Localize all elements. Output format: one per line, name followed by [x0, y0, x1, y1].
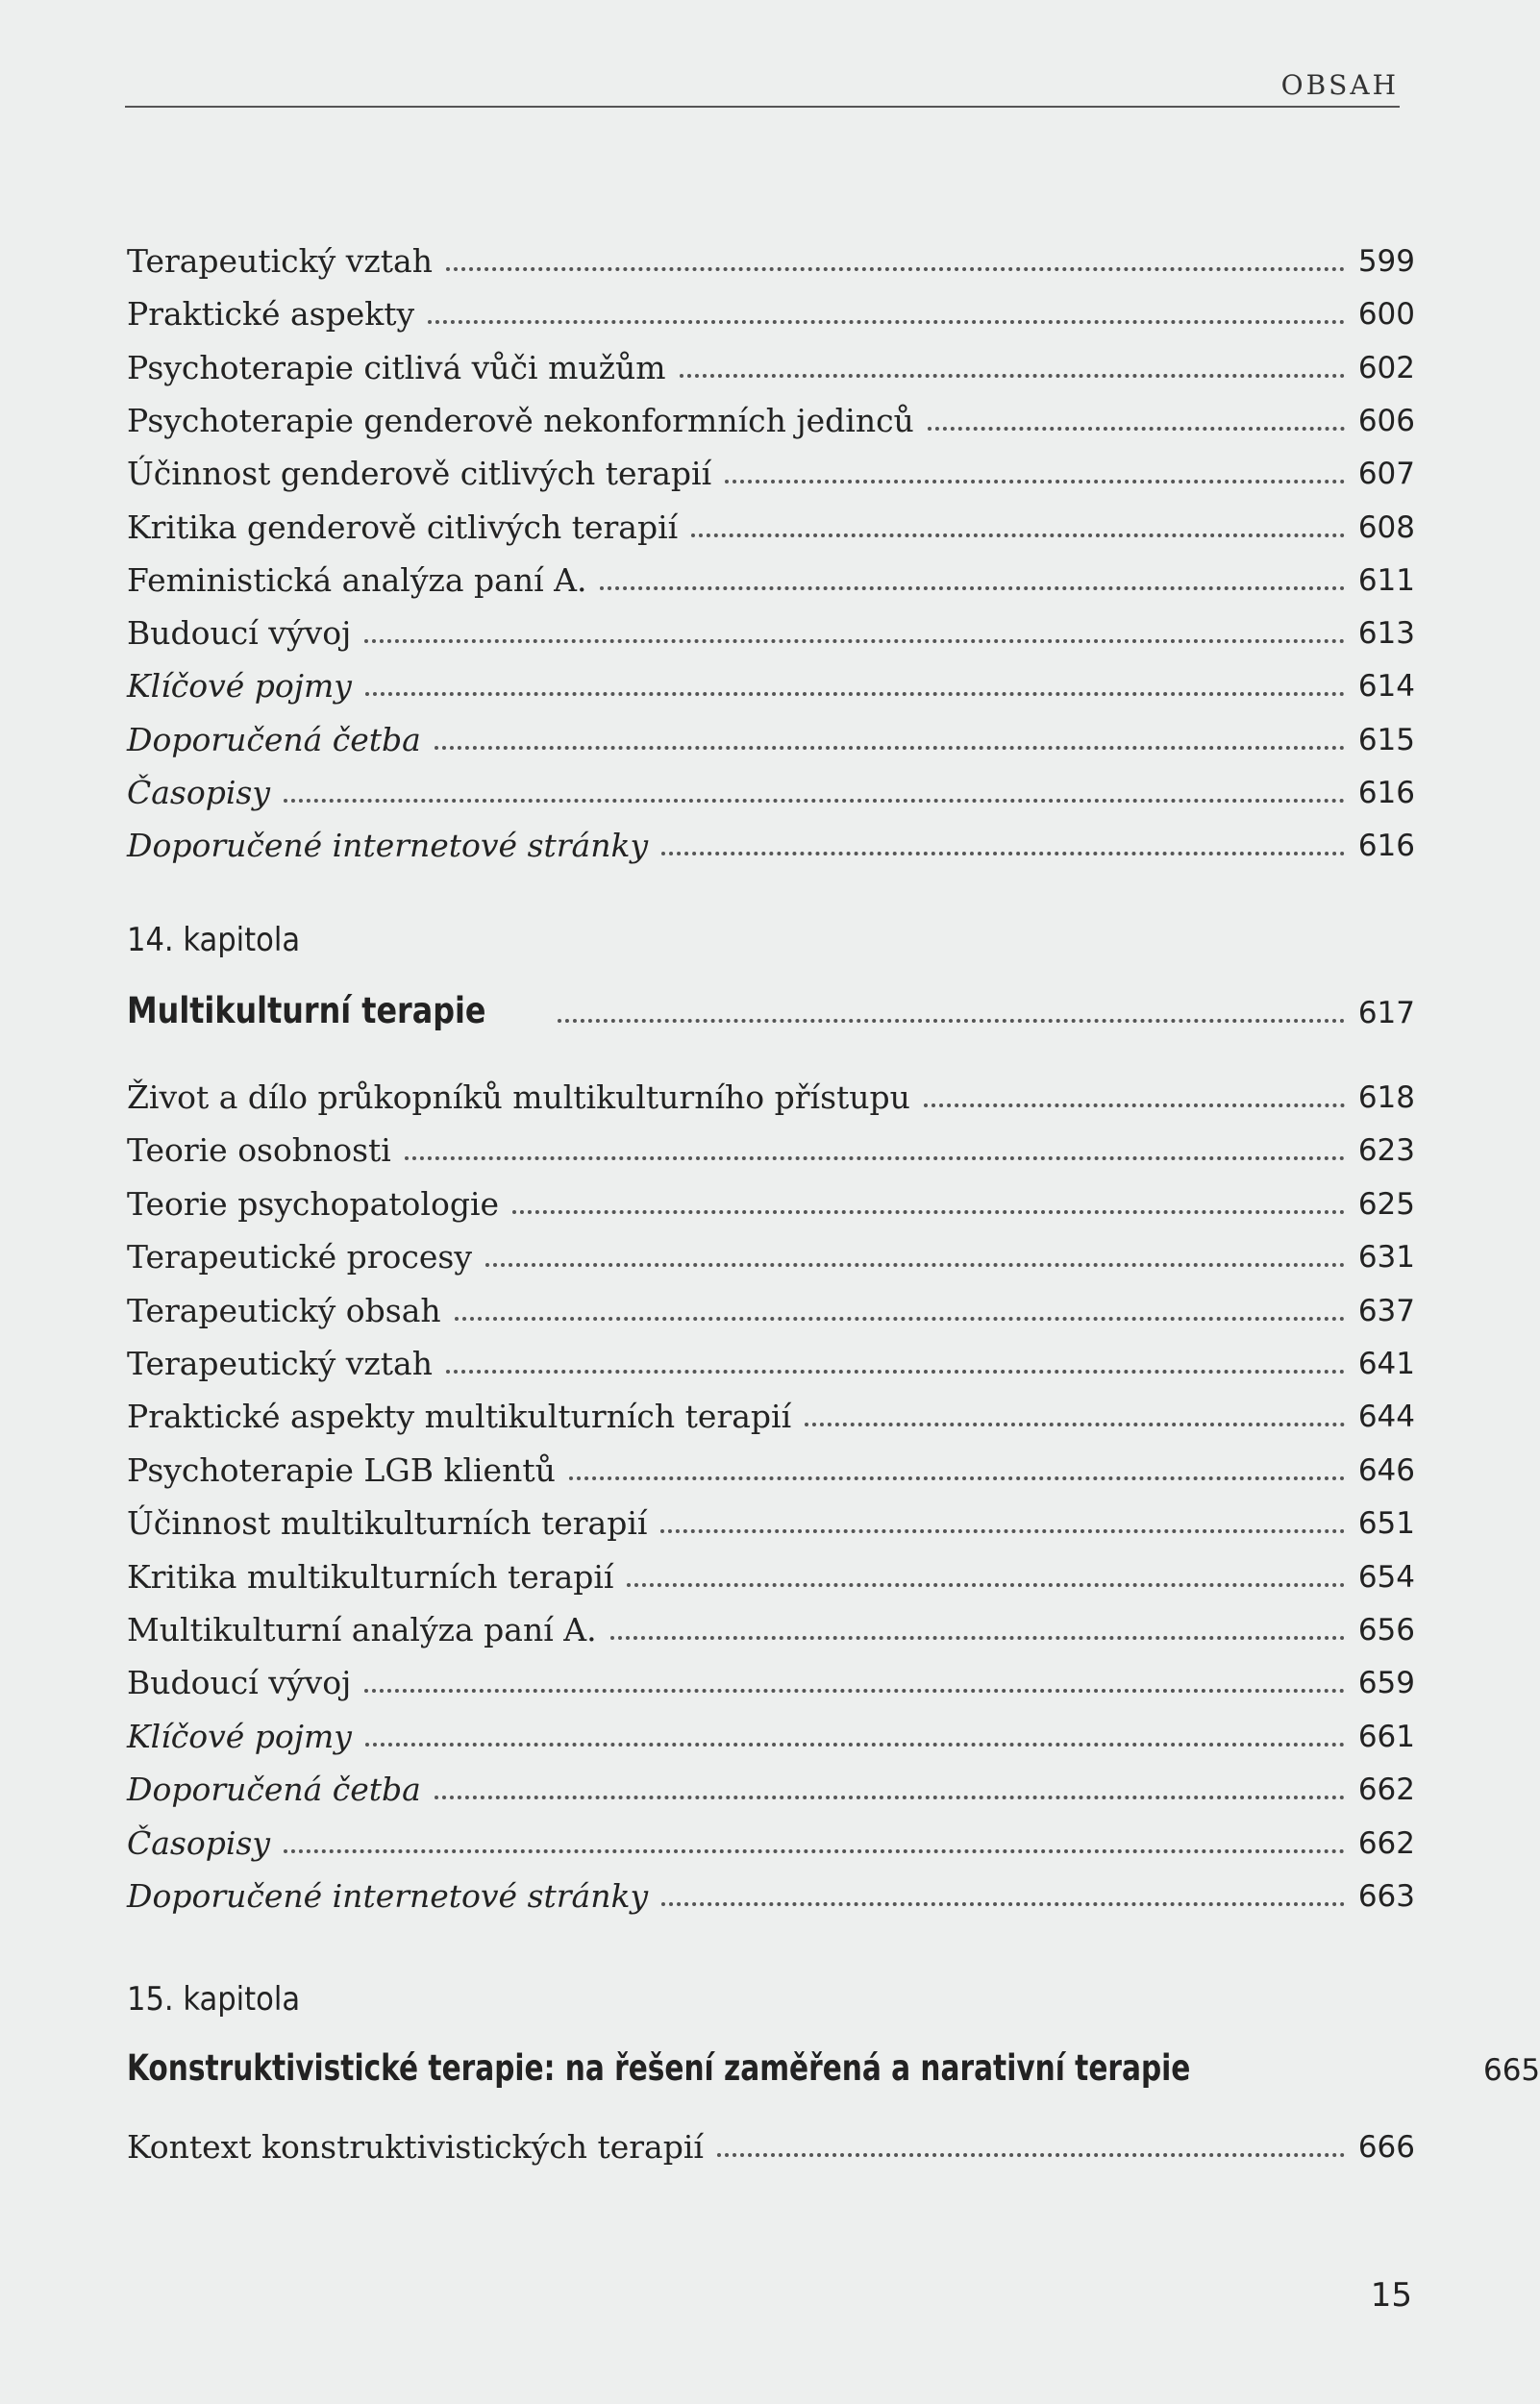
toc-entry-title: Psychoterapie citlivá vůči mužům — [127, 349, 666, 386]
toc-entry-page: 661 — [1357, 1720, 1415, 1754]
toc-entry-title: Budoucí vývoj — [127, 1664, 352, 1701]
dot-leader — [435, 1796, 1345, 1799]
toc-entry — [127, 282, 1415, 333]
toc-entry-page: 646 — [1357, 1453, 1415, 1488]
toc-entry-page: 654 — [1357, 1560, 1415, 1595]
dot-leader — [725, 480, 1345, 483]
toc-entry-title: Doporučené internetové stránky — [127, 1877, 649, 1915]
toc-entry-title: Doporučená četba — [127, 721, 421, 758]
toc-entry-page: 607 — [1357, 457, 1415, 491]
toc-entry-page: 617 — [1357, 996, 1415, 1030]
toc-entry-title: Teorie osobnosti — [127, 1131, 391, 1169]
header-rule — [125, 106, 1400, 108]
toc-entry-title: Kontext konstruktivistických terapií — [127, 2128, 704, 2166]
toc-entry-page: 608 — [1357, 510, 1415, 545]
toc-entry-page: 618 — [1357, 1080, 1415, 1115]
toc-entry-title: Multikulturní analýza paní A. — [127, 1611, 597, 1648]
toc-entry — [127, 813, 1415, 864]
dot-leader — [661, 852, 1345, 855]
dot-leader — [691, 533, 1345, 537]
chapter-number: 14. kapitola — [127, 921, 301, 959]
toc-entry-page: 666 — [1357, 2130, 1415, 2165]
page-number: 15 — [1370, 2276, 1412, 2315]
toc-entry-title: Budoucí vývoj — [127, 614, 352, 652]
toc-entry — [127, 1278, 1415, 1329]
dot-leader — [364, 639, 1345, 643]
toc-entry-title: Časopisy — [127, 1824, 270, 1862]
dot-leader — [661, 1902, 1345, 1906]
toc-entry-title: Psychoterapie genderově nekonformních jedinců — [127, 402, 914, 439]
dot-leader — [558, 1019, 1345, 1023]
toc-entry — [127, 980, 1415, 1029]
toc-entry-page: 623 — [1357, 1133, 1415, 1168]
toc-entry-page: 662 — [1357, 1826, 1415, 1861]
toc-entry — [127, 441, 1415, 492]
toc-entry-page: 662 — [1357, 1772, 1415, 1807]
dot-leader — [435, 746, 1345, 750]
toc-entry-page: 641 — [1357, 1347, 1415, 1381]
toc-entry-page: 665 — [1482, 2053, 1540, 2088]
dot-leader — [512, 1210, 1345, 1214]
dot-leader — [928, 427, 1345, 431]
toc-entry — [127, 388, 1415, 439]
toc-entry-title: Doporučená četba — [127, 1771, 421, 1808]
toc-entry — [127, 1864, 1415, 1915]
toc-entry — [127, 2038, 1540, 2089]
toc-entry — [127, 495, 1415, 546]
toc-entry-title: Terapeutický obsah — [127, 1292, 441, 1329]
dot-leader — [660, 1529, 1344, 1533]
toc-entry-title: Život a dílo průkopníků multikulturního přístupu — [127, 1078, 910, 1116]
toc-entry — [127, 1491, 1415, 1542]
dot-leader — [610, 1636, 1345, 1640]
dot-leader — [365, 692, 1345, 696]
dot-leader — [365, 1743, 1345, 1747]
toc-entry — [127, 1172, 1415, 1223]
toc-entry — [127, 1118, 1415, 1169]
toc-entry-title: Klíčové pojmy — [127, 1718, 352, 1755]
toc-entry-title: Účinnost genderově citlivých terapií — [127, 455, 712, 492]
toc-entry-page: 656 — [1357, 1613, 1415, 1648]
dot-leader — [284, 799, 1345, 803]
toc-entry-page: 613 — [1357, 616, 1415, 651]
toc-entry — [127, 1650, 1415, 1701]
dot-leader — [428, 320, 1345, 324]
dot-leader — [455, 1317, 1345, 1321]
dot-leader — [446, 1370, 1345, 1374]
toc-entry — [127, 1331, 1415, 1382]
toc-entry-title: Teorie psychopatologie — [127, 1185, 500, 1223]
dot-leader — [924, 1103, 1345, 1107]
dot-leader — [805, 1423, 1345, 1426]
running-header: OBSAH — [1280, 69, 1399, 101]
dot-leader — [446, 267, 1345, 271]
toc-entry-page: 616 — [1357, 776, 1415, 810]
toc-entry — [127, 1384, 1415, 1435]
toc-entry-page: 614 — [1357, 669, 1415, 704]
toc-entry — [127, 229, 1415, 280]
toc-entry-page: 616 — [1357, 829, 1415, 863]
toc-entry — [127, 1704, 1415, 1755]
toc-entry — [127, 1757, 1415, 1808]
toc-entry-title: Praktické aspekty multikulturních terapií — [127, 1398, 792, 1435]
toc-entry-page: 602 — [1357, 351, 1415, 385]
toc-entry-title: Kritika genderově citlivých terapií — [127, 508, 679, 546]
toc-entry — [127, 760, 1415, 811]
toc-entry — [127, 548, 1415, 599]
toc-entry-title: Doporučené internetové stránky — [127, 827, 649, 864]
toc-entry-page: 651 — [1357, 1506, 1415, 1541]
chapter-number: 15. kapitola — [127, 1980, 301, 2019]
toc-entry-page: 637 — [1357, 1294, 1415, 1328]
toc-entry-page: 606 — [1357, 404, 1415, 438]
toc-entry — [127, 601, 1415, 652]
dot-leader — [284, 1849, 1345, 1853]
toc-entry — [127, 1065, 1415, 1116]
toc-entry-title: Kritika multikulturních terapií — [127, 1558, 614, 1596]
toc-entry — [127, 654, 1415, 705]
toc-entry — [127, 1438, 1415, 1489]
dot-leader — [627, 1583, 1344, 1587]
toc-entry — [127, 1545, 1415, 1596]
toc-entry-title: Časopisy — [127, 774, 270, 811]
toc-entry-page: 644 — [1357, 1400, 1415, 1434]
toc-entry-title: Terapeutický vztah — [127, 1345, 433, 1382]
toc-entry — [127, 2115, 1415, 2166]
dot-leader — [405, 1156, 1345, 1160]
toc-entry-page: 599 — [1357, 244, 1415, 279]
toc-entry-page: 611 — [1357, 563, 1415, 598]
toc-entry — [127, 335, 1415, 384]
toc-entry-title: Feministická analýza paní A. — [127, 561, 587, 599]
toc-entry — [127, 1811, 1415, 1862]
toc-entry-page: 600 — [1357, 297, 1415, 332]
toc-entry-title: Multikulturní terapie — [127, 990, 486, 1031]
toc-entry-page: 615 — [1357, 723, 1415, 757]
toc-entry-title: Psychoterapie LGB klientů — [127, 1451, 556, 1489]
toc-entry-title: Konstruktivistické terapie: na řešení zaměřená a narativní terapie — [127, 2047, 1191, 2089]
toc-entry-page: 631 — [1357, 1240, 1415, 1275]
dot-leader — [717, 2153, 1345, 2157]
toc-entry-page: 663 — [1357, 1879, 1415, 1914]
dot-leader — [600, 586, 1344, 590]
toc-entry-title: Klíčové pojmy — [127, 667, 352, 705]
toc-entry-title: Terapeutický vztah — [127, 242, 433, 280]
dot-leader — [569, 1476, 1345, 1480]
toc-entry — [127, 1225, 1415, 1276]
toc-entry-title: Praktické aspekty — [127, 295, 415, 333]
dot-leader — [364, 1689, 1345, 1693]
toc-entry-title: Účinnost multikulturních terapií — [127, 1504, 648, 1542]
toc-entry — [127, 707, 1415, 756]
dot-leader — [680, 374, 1345, 378]
toc-entry-page: 659 — [1357, 1666, 1415, 1700]
dot-leader — [485, 1263, 1345, 1267]
toc-entry-title: Terapeutické procesy — [127, 1238, 473, 1276]
toc-entry-page: 625 — [1357, 1187, 1415, 1222]
toc-entry — [127, 1598, 1415, 1646]
